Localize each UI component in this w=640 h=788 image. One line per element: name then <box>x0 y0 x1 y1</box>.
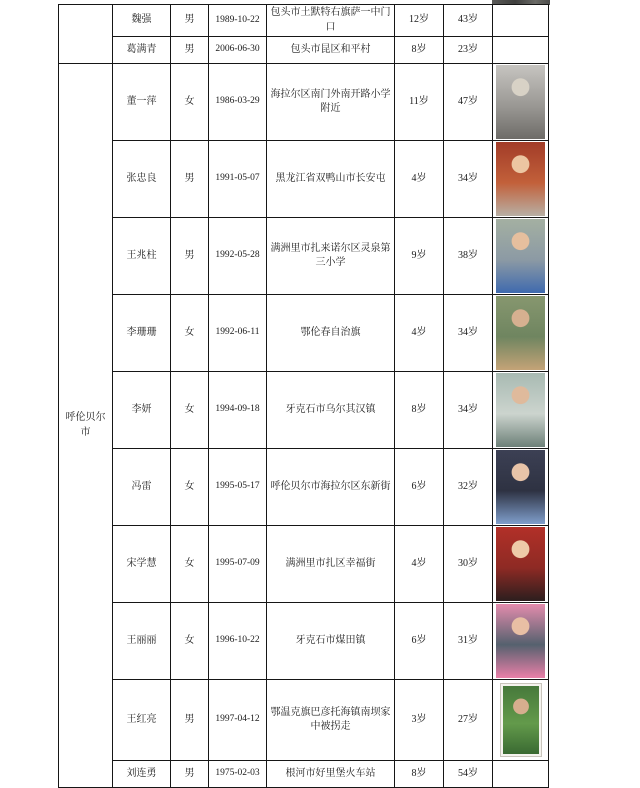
cell-age-missing: 8岁 <box>395 372 444 449</box>
cell-location: 满洲里市扎区幸福街 <box>267 526 395 603</box>
cell-birth-date: 1995-07-09 <box>209 526 267 603</box>
table-row <box>59 680 549 761</box>
cell-age-missing: 8岁 <box>395 761 444 788</box>
cell-gender: 男 <box>171 37 209 64</box>
cell-gender: 男 <box>171 141 209 218</box>
cell-location: 满洲里市扎来诺尔区灵泉第三小学 <box>267 218 395 295</box>
cell-birth-date: 1995-05-17 <box>209 449 267 526</box>
table-row <box>59 37 549 64</box>
table-row <box>59 526 549 603</box>
cell-age-current: 30岁 <box>444 526 493 603</box>
cell-age-current: 31岁 <box>444 603 493 680</box>
photo-cell <box>493 526 549 603</box>
cell-gender: 女 <box>171 372 209 449</box>
cell-location: 牙克石市煤田镇 <box>267 603 395 680</box>
cell-birth-date: 1992-05-28 <box>209 218 267 295</box>
cell-location: 根河市好里堡火车站 <box>267 761 395 788</box>
cell-name: 葛满青 <box>113 37 171 64</box>
cell-age-current: 34岁 <box>444 141 493 218</box>
cell-name: 李妍 <box>113 372 171 449</box>
cell-name: 王红亮 <box>113 680 171 761</box>
photo-li-yan <box>496 373 545 447</box>
photo-zhang-zhongliang <box>496 142 545 216</box>
cell-age-missing: 11岁 <box>395 64 444 141</box>
cell-gender: 女 <box>171 295 209 372</box>
photo-cell <box>493 449 549 526</box>
cell-age-missing: 6岁 <box>395 449 444 526</box>
cell-age-missing: 4岁 <box>395 526 444 603</box>
cell-age-current: 27岁 <box>444 680 493 761</box>
photo-cell <box>493 37 549 64</box>
cell-age-missing: 8岁 <box>395 37 444 64</box>
photo-wang-lili <box>496 604 545 678</box>
cell-location: 海拉尔区南门外南开路小学附近 <box>267 64 395 141</box>
cell-birth-date: 1989-10-22 <box>209 5 267 37</box>
cell-age-missing: 4岁 <box>395 295 444 372</box>
cell-name: 张忠良 <box>113 141 171 218</box>
table-row <box>59 372 549 449</box>
cell-location: 牙克石市乌尔其汉镇 <box>267 372 395 449</box>
cell-age-current: 54岁 <box>444 761 493 788</box>
cell-age-current: 34岁 <box>444 295 493 372</box>
cell-gender: 男 <box>171 761 209 788</box>
cell-name: 王丽丽 <box>113 603 171 680</box>
cell-name: 宋学慧 <box>113 526 171 603</box>
cell-birth-date: 1975-02-03 <box>209 761 267 788</box>
cell-gender: 男 <box>171 218 209 295</box>
cell-location: 黑龙江省双鸭山市长安屯 <box>267 141 395 218</box>
table-row <box>59 761 549 788</box>
photo-dong-yiping <box>496 65 545 139</box>
cell-name: 李珊珊 <box>113 295 171 372</box>
cell-age-current: 47岁 <box>444 64 493 141</box>
photo-cell <box>493 64 549 141</box>
photo-wang-hongliang <box>501 684 541 756</box>
photo-cell <box>493 372 549 449</box>
cell-age-current: 23岁 <box>444 37 493 64</box>
cell-age-current: 38岁 <box>444 218 493 295</box>
cell-gender: 女 <box>171 603 209 680</box>
table-row <box>59 5 549 37</box>
cell-name: 王兆柱 <box>113 218 171 295</box>
photo-cell <box>493 141 549 218</box>
cell-birth-date: 1991-05-07 <box>209 141 267 218</box>
cell-gender: 男 <box>171 680 209 761</box>
cell-location: 包头市昆区和平村 <box>267 37 395 64</box>
region-cell: 呼伦贝尔市 <box>59 64 113 788</box>
cell-location: 包头市土默特右旗萨一中门口 <box>267 5 395 37</box>
photo-cell <box>493 603 549 680</box>
table-row <box>59 64 549 141</box>
cell-birth-date: 1986-03-29 <box>209 64 267 141</box>
cell-gender: 男 <box>171 5 209 37</box>
cell-age-current: 34岁 <box>444 372 493 449</box>
cell-name: 魏强 <box>113 5 171 37</box>
table-row <box>59 218 549 295</box>
photo-cell <box>493 295 549 372</box>
photo-feng-lei <box>496 450 545 524</box>
photo-li-shanshan <box>496 296 545 370</box>
photo-cell <box>493 680 549 761</box>
cell-age-missing: 6岁 <box>395 603 444 680</box>
cell-birth-date: 1994-09-18 <box>209 372 267 449</box>
photo-song-xuehui <box>496 527 545 601</box>
photo-cell <box>493 218 549 295</box>
cell-birth-date: 1997-04-12 <box>209 680 267 761</box>
cell-name: 刘连勇 <box>113 761 171 788</box>
table-row <box>59 295 549 372</box>
cell-birth-date: 2006-06-30 <box>209 37 267 64</box>
cell-location: 呼伦贝尔市海拉尔区东新街 <box>267 449 395 526</box>
cell-gender: 女 <box>171 64 209 141</box>
missing-children-table <box>58 4 549 788</box>
cell-age-missing: 12岁 <box>395 5 444 37</box>
photo-cell <box>493 761 549 788</box>
cell-name: 冯雷 <box>113 449 171 526</box>
region-cell <box>59 5 113 64</box>
table-row <box>59 141 549 218</box>
cell-name: 董一萍 <box>113 64 171 141</box>
photo-wang-zhaozhu <box>496 219 545 293</box>
cell-age-current: 32岁 <box>444 449 493 526</box>
photo-cell <box>493 5 549 37</box>
table-row <box>59 603 549 680</box>
cell-location: 鄂伦春自治旗 <box>267 295 395 372</box>
cell-age-missing: 4岁 <box>395 141 444 218</box>
cell-age-current: 43岁 <box>444 5 493 37</box>
table-row <box>59 449 549 526</box>
table-body <box>59 5 549 788</box>
cell-gender: 女 <box>171 449 209 526</box>
cell-age-missing: 3岁 <box>395 680 444 761</box>
cell-gender: 女 <box>171 526 209 603</box>
cell-birth-date: 1996-10-22 <box>209 603 267 680</box>
cell-birth-date: 1992-06-11 <box>209 295 267 372</box>
cell-location: 鄂温克旗巴彦托海镇南坝家中被拐走 <box>267 680 395 761</box>
cell-age-missing: 9岁 <box>395 218 444 295</box>
